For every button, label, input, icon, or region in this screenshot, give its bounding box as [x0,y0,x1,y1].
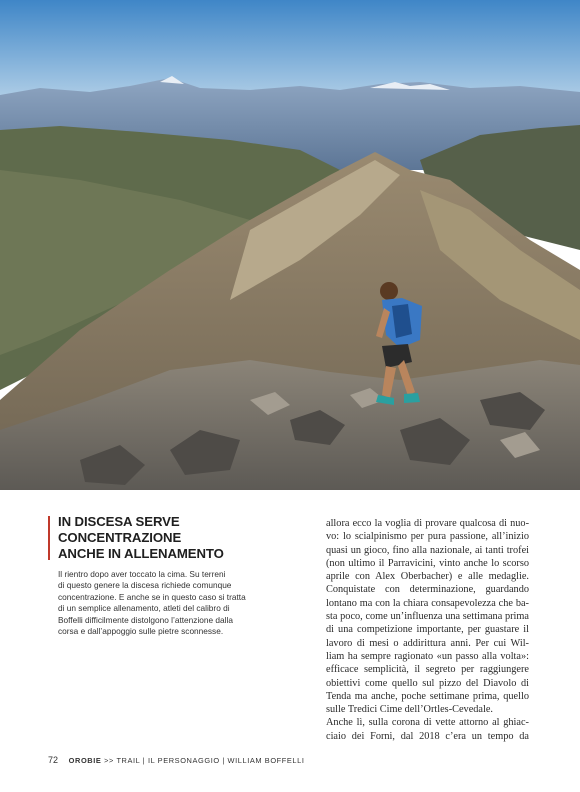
body-line: quasi un gioco, fino alla nazionale, ai tanti trofei [326,544,529,556]
caption-line: Boffelli difficilmente distolgono l’attenzione dalla [58,614,233,625]
caption-line: corsa e dall’appoggio sulle pietre sconnesse. [58,626,224,637]
caption-line: Il rientro dopo aver toccato la cima. Su terreni [58,569,226,579]
photo-caption-box [48,514,276,637]
headline-line: ANCHE IN ALLENAMENTO [58,546,224,561]
caption-headline [58,514,276,562]
body-line: liam ha sempre ragionato «un passo alla volta»: [326,650,529,662]
page-footer [48,755,305,765]
headline-line: IN DISCESA SERVE [58,514,180,529]
body-line: ciaio dei Forni, dal 2018 c’era un tempo da [326,730,529,742]
body-line: Tenda ma anche, poche settimane prima, quello [326,690,529,702]
body-line: vo: lo scialpinismo per pura passione, all’inizio [326,531,529,543]
body-line: sta poco, come un’influenza una settimana prima [326,611,529,623]
article-body [326,517,529,743]
body-line: lontano ma con la chiara consapevolezza che ba- [326,597,529,609]
body-line: sulle Tredici Cime dell’Ortles-Cevedale. [326,704,494,716]
body-line: (non ultimo il Parravicini, vinto anche lo scorso [326,557,529,569]
section-path: >> TRAIL | IL PERSONAGGIO | WILLIAM BOFFELLI [104,756,305,765]
caption-line: di un semplice allenamento, atleti del calibro di [58,603,230,614]
body-line: aprile con Alex Oberbacher) e alle medaglie. [326,571,529,583]
body-line: efficace semplicità, il segreto per raggiungere [326,664,529,676]
accent-rule [48,516,50,560]
caption-text [58,569,276,637]
body-line: Anche lì, sulla corona di vette attorno al ghiac- [326,717,529,729]
headline-line: CONCENTRAZIONE [58,530,182,545]
page-number: 72 [48,755,59,765]
body-line: allora ecco la voglia di provare qualcosa di nuo- [326,518,529,529]
caption-line: di questo genere la discesa richiede comunque [58,580,232,591]
body-line: di una competizione importante, per guastare il [326,624,529,636]
body-line: Conquistate con determinazione, guardando [326,584,529,596]
magazine-name: OROBIE [68,756,102,765]
caption-line: concentrazione. E anche se in questo caso si tratta [58,591,246,602]
body-line: obiettivi come quello sul pizzo del Diavolo di [326,677,529,689]
body-line: lavoro di mesi o addirittura anni. Per cui Wil- [326,637,529,649]
